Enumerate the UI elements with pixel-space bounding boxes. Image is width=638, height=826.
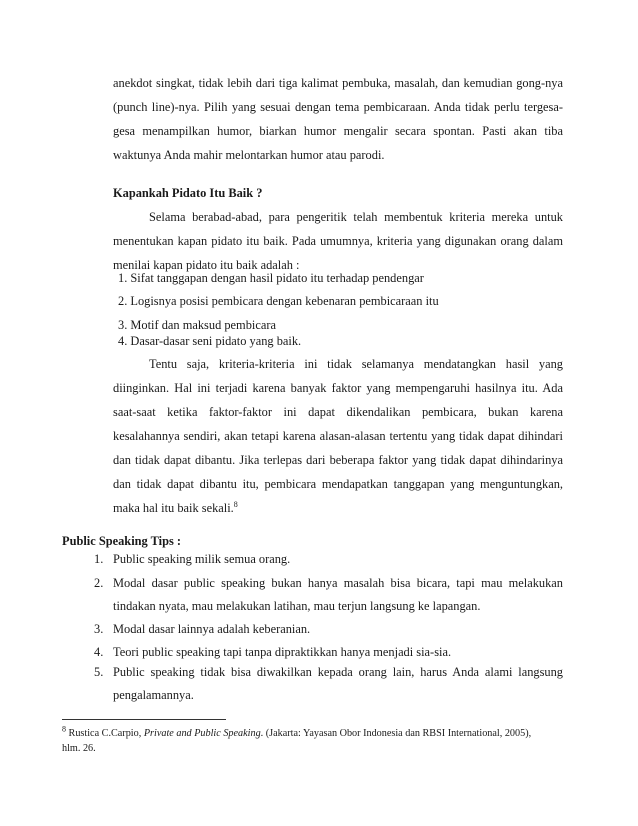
list-number: 4. <box>118 334 128 348</box>
list-number: 1. <box>94 552 104 566</box>
footnote-title: Private and Public Speaking <box>143 728 261 739</box>
body-line: diinginkan. Hal ini terjadi karena banyak faktor yang mempengaruhi hasilnya itu. Ada <box>113 381 563 395</box>
list-item <box>118 270 424 286</box>
list-text: Public speaking tidak bisa diwakilkan kepada orang lain, harus Anda alami langsung <box>113 665 563 679</box>
list-text: Sifat tanggapan dengan hasil pidato itu terhadap pendengar <box>130 271 424 285</box>
body-line: (punch line)-nya. Pilih yang sesuai dengan tema pembicaraan. Anda tidak perlu tergesa- <box>113 100 563 114</box>
list-number: 5. <box>94 665 104 679</box>
body-line: gesa menampilkan humor, biarkan humor mengalir secara spontan. Pasti akan tiba <box>113 124 563 138</box>
list-text: Public speaking milik semua orang. <box>113 552 291 566</box>
body-line <box>113 500 238 516</box>
footnote-author: Rustica C.Carpio, <box>68 728 142 739</box>
footnote-publisher: . (Jakarta: Yayasan Obor Indonesia dan RBSI International, 2005), <box>260 728 532 739</box>
list-number: 3. <box>118 318 128 332</box>
list-text: Modal dasar public speaking bukan hanya masalah bisa bicara, tapi mau melakukan <box>113 576 563 590</box>
list-text: Dasar-dasar seni pidato yang baik. <box>130 334 302 348</box>
body-line: menilai kapan pidato itu baik adalah : <box>113 258 300 272</box>
list-number: 2. <box>94 576 104 590</box>
footnote-marker: 8 <box>62 724 66 734</box>
list-number: 2. <box>118 294 128 308</box>
list-text: Motif dan maksud pembicara <box>130 318 276 332</box>
footnote-pages: hlm. 26. <box>62 743 96 754</box>
body-line: Selama berabad-abad, para pengeritik telah membentuk kriteria mereka untuk <box>149 210 563 224</box>
body-line: anekdot singkat, tidak lebih dari tiga kalimat pembuka, masalah, dan kemudian gong-nya <box>113 76 563 90</box>
list-item <box>118 333 301 349</box>
list-number: 3. <box>94 622 104 636</box>
footnote <box>62 724 532 741</box>
body-line: dan tidak dapat dibantu. Jika terlepas dari beberapa faktor yang tidak dapat dihindarinya <box>113 453 563 467</box>
body-line: waktunya Anda mahir melontarkan humor atau parodi. <box>113 148 385 162</box>
list-text: pengalamannya. <box>113 688 194 702</box>
list-text: tindakan nyata, mau melakukan latihan, mau terjun langsung ke lapangan. <box>113 599 481 613</box>
list-text: Logisnya posisi pembicara dengan kebenaran pembicaraan itu <box>130 294 439 308</box>
list-text: Modal dasar lainnya adalah keberanian. <box>113 622 311 636</box>
body-line: Tentu saja, kriteria-kriteria ini tidak selamanya mendatangkan hasil yang <box>149 357 563 371</box>
body-line: saat-saat ketika faktor-faktor ini dapat dikendalikan pembicara, bukan karena <box>113 405 563 419</box>
section-heading: Kapankah Pidato Itu Baik ? <box>113 186 263 200</box>
body-line: menentukan kapan pidato itu baik. Pada umumnya, kriteria yang digunakan orang dalam <box>113 234 563 248</box>
list-item <box>118 293 439 309</box>
tips-heading: Public Speaking Tips : <box>62 534 182 548</box>
list-number: 4. <box>94 645 104 659</box>
list-number: 1. <box>118 271 128 285</box>
list-text: Teori public speaking tapi tanpa dipraktikkan hanya menjadi sia-sia. <box>113 645 452 659</box>
footnote-divider <box>62 719 226 720</box>
body-line: kesalahannya sendiri, akan tetapi karena alasan-alasan tertentu yang tidak dapat dihindari <box>113 429 563 443</box>
footnote-reference[interactable]: 8 <box>233 499 238 509</box>
list-item <box>118 317 276 333</box>
body-text: maka hal itu baik sekali. <box>113 501 234 515</box>
body-line: dan tidak dapat dibantu itu, pembicara mendapatkan tanggapan yang menguntungkan, <box>113 477 563 491</box>
